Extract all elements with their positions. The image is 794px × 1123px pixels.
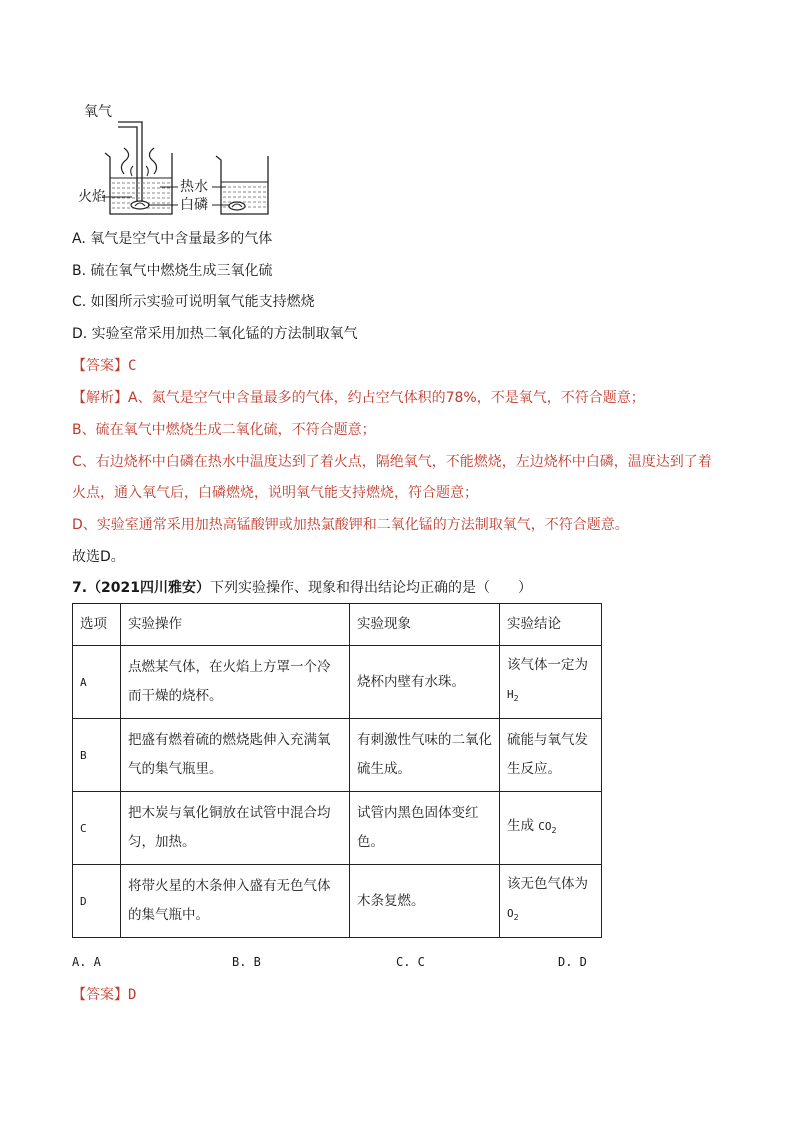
row-phenomenon: 试管内黑色固体变红色。 xyxy=(350,792,500,865)
q7-option-b: B. B xyxy=(232,955,261,969)
conclusion-formula: H xyxy=(507,688,514,701)
row-conclusion xyxy=(500,865,602,938)
conclusion-text: 该无色气体为 xyxy=(507,876,588,892)
analysis-line-1 xyxy=(72,388,645,408)
analysis-line-5: D、实验室通常采用加热高锰酸钾或加热氯酸钾和二氧化锰的方法制取氧气，不符合题意。 xyxy=(72,517,629,533)
header-phenomenon: 实验现象 xyxy=(350,604,500,646)
conclusion-formula: CO xyxy=(538,819,552,833)
q7-source: （2021四川雅安） xyxy=(87,580,211,596)
q7-option-a: A. A xyxy=(72,955,101,969)
row-phenomenon: 有刺激性气味的二氧化硫生成。 xyxy=(350,719,500,792)
header-option: 选项 xyxy=(73,604,121,646)
conclusion-subscript: 2 xyxy=(513,694,519,703)
q7-option-d: D. D xyxy=(558,955,587,969)
row-conclusion xyxy=(500,792,602,865)
answer-value: D xyxy=(128,987,137,1003)
table-row xyxy=(73,792,602,865)
row-operation: 点燃某气体，在火焰上方罩一个冷而干燥的烧杯。 xyxy=(121,646,350,719)
q7-number: 7. xyxy=(72,580,88,596)
option-c: C. 如图所示实验可说明氧气能支持燃烧 xyxy=(72,294,315,310)
row-option: B xyxy=(73,719,121,792)
row-option: A xyxy=(73,646,121,719)
row-conclusion: 硫能与氧气发生反应。 xyxy=(500,719,602,792)
answer-tag: 【答案】 xyxy=(72,358,128,374)
table-row xyxy=(73,719,602,792)
q7-table xyxy=(72,603,602,938)
header-operation: 实验操作 xyxy=(121,604,350,646)
option-a: A. 氧气是空气中含量最多的气体 xyxy=(72,231,273,247)
table-row xyxy=(73,646,602,719)
row-operation: 把盛有燃着硫的燃烧匙伸入充满氧气的集气瓶里。 xyxy=(121,719,350,792)
row-phenomenon: 木条复燃。 xyxy=(350,865,500,938)
row-conclusion xyxy=(500,646,602,719)
analysis-text-1: A、氮气是空气中含量最多的气体，约占空气体积的78%，不是氧气，不符合题意； xyxy=(128,390,645,406)
white-phosphorus-label: 白磷 xyxy=(180,197,208,213)
analysis-line-2: B、硫在氧气中燃烧生成二氧化硫，不符合题意； xyxy=(72,422,376,438)
analysis-line-3: C、右边烧杯中白磷在热水中温度达到了着火点，隔绝氧气，不能燃烧，左边烧杯中白磷，温度达到了着 xyxy=(72,454,712,470)
conclusion-subscript: 2 xyxy=(513,913,519,922)
row-operation: 把木炭与氧化铜放在试管中混合均匀，加热。 xyxy=(121,792,350,865)
answer-line-2 xyxy=(72,985,136,1005)
option-b: B. 硫在氧气中燃烧生成三氧化硫 xyxy=(72,263,273,279)
analysis-line-4: 火点，通入氧气后，白磷燃烧，说明氧气能支持燃烧，符合题意； xyxy=(72,485,478,501)
row-phenomenon: 烧杯内壁有水珠。 xyxy=(350,646,500,719)
hot-water-label: 热水 xyxy=(180,179,208,195)
table-row xyxy=(73,865,602,938)
table-header-row xyxy=(73,604,602,646)
answer-value: C xyxy=(128,358,137,374)
conclusion-text: 生成 xyxy=(507,817,534,834)
answer-line-1 xyxy=(72,356,136,376)
conclusion-subscript: 2 xyxy=(551,825,557,835)
experiment-diagram xyxy=(72,96,282,218)
flame-label: 火焰 xyxy=(78,189,106,205)
q7-stem-text: 下列实验操作、现象和得出结论均正确的是（ ） xyxy=(210,580,533,596)
analysis-conclusion: 故选D。 xyxy=(72,549,125,565)
q7-stem xyxy=(72,578,532,598)
row-operation: 将带火星的木条伸入盛有无色气体的集气瓶中。 xyxy=(121,865,350,938)
header-conclusion: 实验结论 xyxy=(500,604,602,646)
option-d: D. 实验室常采用加热二氧化锰的方法制取氧气 xyxy=(72,326,358,342)
oxygen-label: 氧气 xyxy=(84,104,112,120)
answer-tag: 【答案】 xyxy=(72,987,128,1003)
q7-option-c: C. C xyxy=(396,955,425,969)
row-option: D xyxy=(73,865,121,938)
row-option: C xyxy=(73,792,121,865)
analysis-tag: 【解析】 xyxy=(72,390,128,406)
conclusion-text: 该气体一定为 xyxy=(507,657,588,673)
conclusion-formula: O xyxy=(507,907,514,920)
